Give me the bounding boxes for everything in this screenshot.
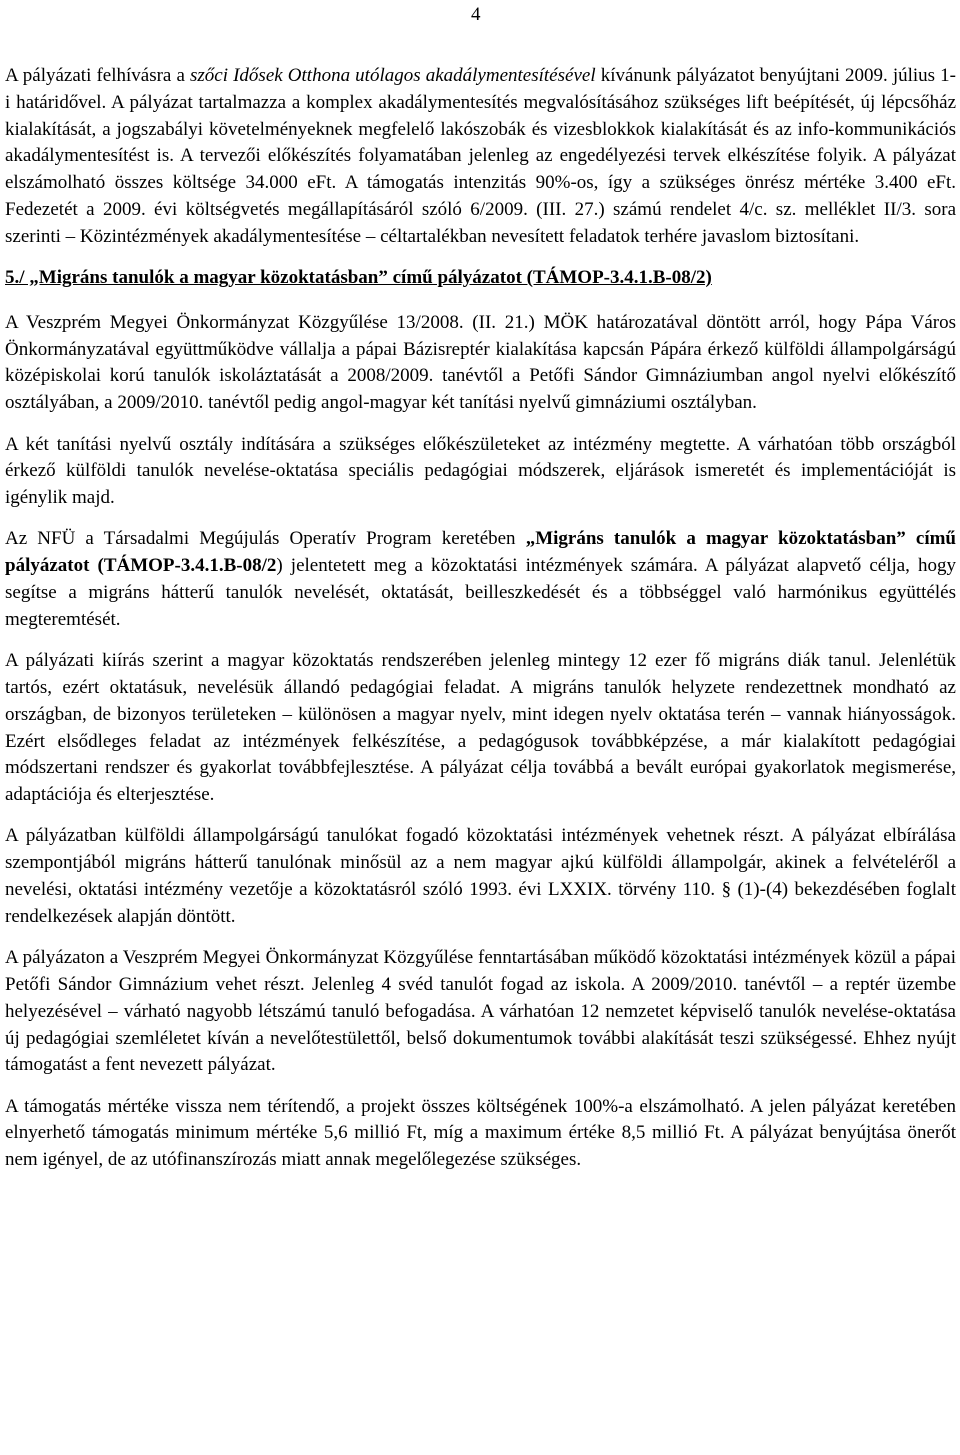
- paragraph-migrant-students: A pályázati kiírás szerint a magyar közoktatás rendszerében jelenleg mintegy 12 ezer fő migráns diák tanul. Jelenlétük tartós, ezért oktatásuk, nevelésük állandó pedagógiai feladat. A migráns tanulók helyzete rendezettnek mondható az országban, de bizonyos területeken – különösen a magyar nyelv, mint idegen nyelv oktatása terén – vannak hiányosságok. Ezért elsődleges feladat az intézmények felkészítése, a pedagógusok továbbképzése, a már kialakított pedagógiai módszertani rendszer és gyakorlat továbbfejlesztése. A pályázat célja továbbá a bevált európai gyakorlatok megismerése, adaptációja és elterjesztése.: [5, 650, 956, 806]
- page-content: [5, 63, 956, 1174]
- section-heading: 5./ „Migráns tanulók a magyar közoktatásban” című pályázatot (TÁMOP-3.4.1.B-08/2): [5, 267, 712, 289]
- paragraph-text: ) jelentetett meg a közoktatási intézmények számára. A pályázat alapvető célja, hogy segítse a migráns hátterű tanulók nevelését, oktatását, beilleszkedését és a többséggel való harmónikus együttélés megteremtését.: [5, 555, 957, 630]
- page-number: 4: [471, 4, 481, 25]
- paragraph-eligibility: A pályázatban külföldi állampolgárságú tanulókat fogadó közoktatási intézmények vehetnek részt. A pályázat elbírálása szempontjából migráns hátterű tanulónak minősül az a nem magyar ajkú külföldi állampolgár, akinek a felvételéről a nevelési, oktatási intézmény vezetője a közoktatásról szóló 1993. évi LXXIX. törvény 110. § (1)-(4) bekezdésében foglalt rendelkezések alapján döntött.: [5, 825, 956, 927]
- paragraph-nfu-call: [5, 526, 956, 633]
- emphasized-project-name: szőci Idősek Otthona utólagos akadálymentesítésével: [190, 65, 596, 86]
- bold-project-title: „Migráns tanulók a magyar közoktatásban” című pályázatot (TÁMOP-3.4.1.B-08/2: [5, 528, 957, 577]
- paragraph-funding: A támogatás mértéke vissza nem térítendő, a projekt összes költségének 100%-a elszámolható. A jelen pályázat keretében elnyerhető támogatás minimum mértéke 5,6 millió Ft, míg a maximum értéke 8,5 millió Ft. A pályázat benyújtása önerőt nem igényel, de az utófinanszírozás miatt annak megelőlegezése szükséges.: [5, 1095, 956, 1171]
- paragraph-petofi-gimnazium: A pályázaton a Veszprém Megyei Önkormányzat Közgyűlése fenntartásában működő közoktatási intézmények közül a pápai Petőfi Sándor Gimnázium vehet részt. Jelenleg 4 svéd tanulót fogad az iskola. A 2009/2010. tanévtől – a reptér üzembe helyezésével – várható nagyobb létszámú tanuló befogadása. A várhatóan 12 nemzetet képviselő tanulók nevelése-oktatása új pedagógiai szemléletet kíván a nevelőtestülettől, belső dokumentumok további alakítását teszi szükségessé. Ehhez nyújt támogatást a fent nevezett pályázat.: [5, 947, 956, 1076]
- paragraph-text: Az NFÜ a Társadalmi Megújulás Operatív Program keretében: [5, 528, 526, 550]
- paragraph-text: kívánunk pályázatot benyújtani 2009. július 1-i határidővel. A pályázat tartalmazza a komplex akadálymentesítés megvalósításához szükséges lift beépítését, új lépcsőház kialakítását, a jogszabályi követelményeknek megfelelő lakószobák és vizesblokkok kialakítását és az info-kommunikációs akadálymentesítést is. A tervezői előkészítés folyamatában jelenleg az engedélyezési tervek elkészítése folyik. A pályázat elszámolható összes költsége 34.000 eFt. A támogatás intenzitás 90%-os, így a szükséges önrész mértéke 3.400 eFt. Fedezetét a 2009. évi költségvetés megállapításáról szóló 6/2009. (III. 27.) számú rendelet 4/c. sz. melléklet II/3. sora szerinti – Közintézmények akadálymentesítése – céltartalékban nevesített feladatok terhére javaslom biztosítani.: [5, 65, 956, 247]
- paragraph-accessibility-application: [5, 63, 956, 251]
- paragraph-bilingual-class: A két tanítási nyelvű osztály indítására a szükséges előkészületeket az intézmény megtette. A várhatóan több országból érkező külföldi tanulók nevelése-oktatása speciális pedagógiai módszerek, eljárások ismeretét és implementációját is igénylik majd.: [5, 433, 956, 509]
- paragraph-text: A pályázati felhívásra a: [5, 65, 190, 86]
- paragraph-council-decision: A Veszprém Megyei Önkormányzat Közgyűlése 13/2008. (II. 21.) MÖK határozatával döntött arról, hogy Pápa Város Önkormányzatával együttműködve vállalja a pápai Bázisreptér kialakítása kapcsán Pápára érkező külföldi állampolgárságú középiskolai korú tanulók iskoláztatását a 2008/2009. tanévtől a Petőfi Sándor Gimnáziumban angol nyelvi előkészítő osztályában, a 2009/2010. tanévtől pedig angol-magyar két tanítási nyelvű gimnáziumi osztályban.: [5, 311, 956, 414]
